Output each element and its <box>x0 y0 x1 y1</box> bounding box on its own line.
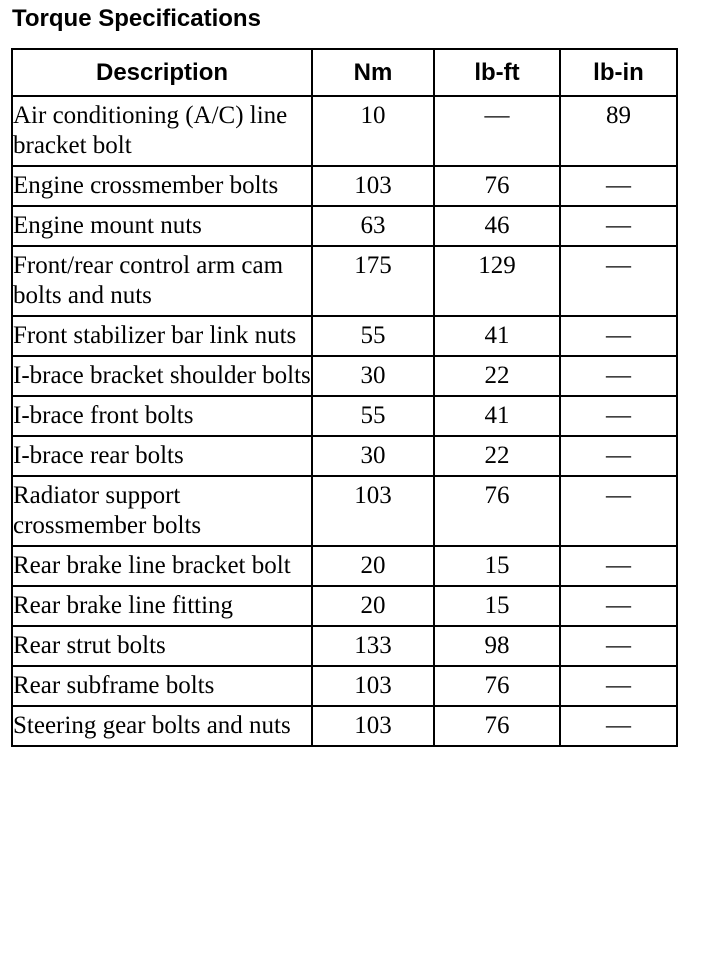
lbin-cell: — <box>560 706 677 746</box>
lbft-cell: — <box>434 96 560 166</box>
lbft-cell: 98 <box>434 626 560 666</box>
description-cell: Front/rear control arm cam bolts and nuts <box>12 246 312 316</box>
header-nm: Nm <box>312 49 434 96</box>
description-cell: Rear subframe bolts <box>12 666 312 706</box>
lbin-cell: — <box>560 546 677 586</box>
table-row <box>12 206 677 246</box>
lbin-cell: — <box>560 246 677 316</box>
nm-cell: 103 <box>312 166 434 206</box>
lbin-cell: — <box>560 666 677 706</box>
description-cell: I-brace bracket shoulder bolts <box>12 356 312 396</box>
nm-cell: 103 <box>312 666 434 706</box>
lbft-cell: 15 <box>434 586 560 626</box>
description-cell: Front stabilizer bar link nuts <box>12 316 312 356</box>
lbin-cell: — <box>560 396 677 436</box>
lbin-cell: — <box>560 316 677 356</box>
table-row <box>12 356 677 396</box>
description-cell: Engine mount nuts <box>12 206 312 246</box>
header-description: Description <box>12 49 312 96</box>
table-header-row <box>12 49 677 96</box>
description-cell: Steering gear bolts and nuts <box>12 706 312 746</box>
nm-cell: 10 <box>312 96 434 166</box>
table-row <box>12 246 677 316</box>
page-title: Torque Specifications <box>12 5 261 32</box>
nm-cell: 133 <box>312 626 434 666</box>
nm-cell: 30 <box>312 436 434 476</box>
lbft-cell: 22 <box>434 436 560 476</box>
description-cell: Radiator support crossmember bolts <box>12 476 312 546</box>
table-row <box>12 626 677 666</box>
lbin-cell: — <box>560 586 677 626</box>
description-cell: Rear brake line fitting <box>12 586 312 626</box>
table-row <box>12 666 677 706</box>
lbft-cell: 22 <box>434 356 560 396</box>
lbft-cell: 41 <box>434 396 560 436</box>
nm-cell: 103 <box>312 706 434 746</box>
description-cell: Rear brake line bracket bolt <box>12 546 312 586</box>
header-lbin: lb-in <box>560 49 677 96</box>
table-row <box>12 436 677 476</box>
description-cell: Engine crossmember bolts <box>12 166 312 206</box>
nm-cell: 30 <box>312 356 434 396</box>
table-row <box>12 476 677 546</box>
lbft-cell: 76 <box>434 166 560 206</box>
lbft-cell: 41 <box>434 316 560 356</box>
nm-cell: 55 <box>312 316 434 356</box>
lbin-cell: — <box>560 436 677 476</box>
lbft-cell: 46 <box>434 206 560 246</box>
table-row <box>12 96 677 166</box>
nm-cell: 20 <box>312 586 434 626</box>
lbin-cell: — <box>560 166 677 206</box>
table-row <box>12 396 677 436</box>
nm-cell: 20 <box>312 546 434 586</box>
table-row <box>12 706 677 746</box>
table-row <box>12 546 677 586</box>
lbft-cell: 76 <box>434 476 560 546</box>
lbin-cell: — <box>560 206 677 246</box>
lbft-cell: 15 <box>434 546 560 586</box>
table-row <box>12 586 677 626</box>
table-row <box>12 316 677 356</box>
nm-cell: 55 <box>312 396 434 436</box>
description-cell: Air conditioning (A/C) line bracket bolt <box>12 96 312 166</box>
nm-cell: 175 <box>312 246 434 316</box>
table-row <box>12 166 677 206</box>
lbft-cell: 76 <box>434 706 560 746</box>
description-cell: I-brace rear bolts <box>12 436 312 476</box>
nm-cell: 63 <box>312 206 434 246</box>
nm-cell: 103 <box>312 476 434 546</box>
description-cell: Rear strut bolts <box>12 626 312 666</box>
lbft-cell: 76 <box>434 666 560 706</box>
header-lbft: lb-ft <box>434 49 560 96</box>
lbft-cell: 129 <box>434 246 560 316</box>
torque-spec-table <box>11 48 678 747</box>
description-cell: I-brace front bolts <box>12 396 312 436</box>
lbin-cell: — <box>560 626 677 666</box>
lbin-cell: — <box>560 356 677 396</box>
lbin-cell: 89 <box>560 96 677 166</box>
lbin-cell: — <box>560 476 677 546</box>
